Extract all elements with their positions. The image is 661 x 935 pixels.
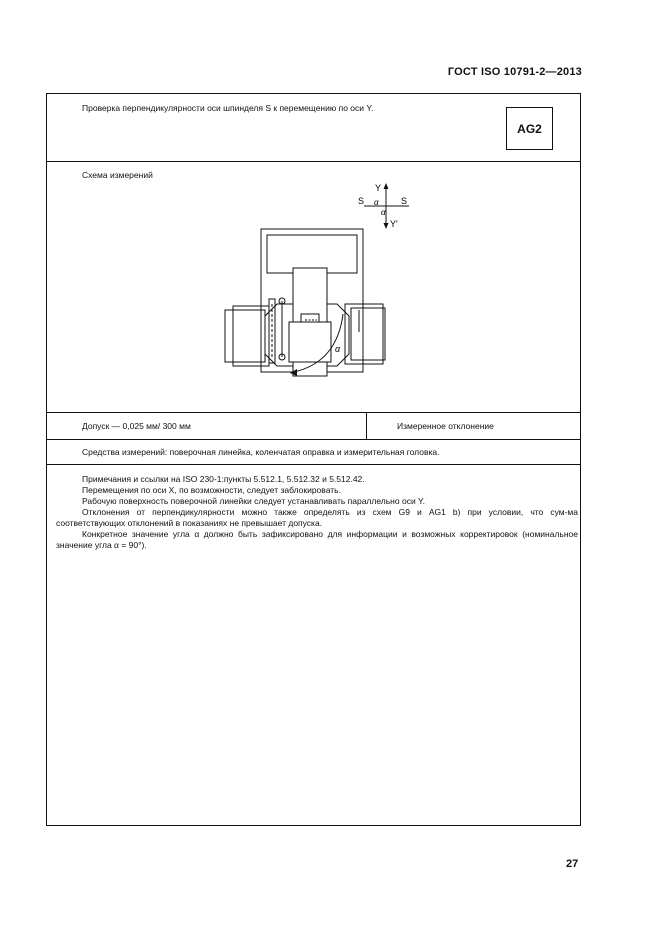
measurement-diagram	[197, 182, 408, 387]
axis-y-prime-label: Y'	[390, 219, 398, 229]
note-item: Отклонения от перпендикулярности можно также определять из схем G9 и AG1 b) при условии, что сум-ма соответствующих отклонений в показаниях не превышает допуска.	[56, 507, 578, 528]
instruments-text: Средства измерений: поверочная линейка, коленчатая оправка и измерительная головка.	[82, 447, 440, 457]
angle-alpha-label: α	[335, 344, 341, 354]
page-number: 27	[566, 858, 579, 870]
row-divider	[47, 161, 580, 162]
axis-alpha-label-top: α	[374, 198, 379, 207]
machine-drawing	[225, 229, 385, 376]
arrow-up-icon	[384, 183, 389, 189]
notes-block	[56, 474, 578, 551]
axis-alpha-label-bottom: α	[381, 208, 386, 217]
standard-designation: ГОСТ ISO 10791-2—2013	[447, 66, 582, 78]
arrow-down-icon	[384, 223, 389, 229]
note-item: Перемещения по оси X, по возможности, следует заблокировать.	[82, 485, 341, 495]
row-divider	[47, 412, 580, 413]
check-table	[46, 93, 581, 826]
axis-s-left-label: S	[358, 196, 365, 206]
note-item: Конкретное значение угла α должно быть зафиксировано для информации и возможных корректировок (номинальное значение угла α = 90°).	[56, 529, 578, 550]
axis-y-label: Y	[375, 183, 382, 193]
measured-deviation-label: Измеренное отклонение	[397, 421, 494, 431]
note-item: Рабочую поверхность поверочной линейки следует устанавливать параллельно оси Y.	[82, 496, 425, 506]
column-divider	[366, 412, 367, 439]
scheme-label: Схема измерений	[82, 170, 153, 180]
axis-s-right-label: S	[401, 196, 408, 206]
row-divider	[47, 439, 580, 440]
tolerance-label: Допуск — 0,025 мм/ 300 мм	[82, 421, 191, 431]
axis-indicator	[364, 188, 409, 224]
check-title: Проверка перпендикулярности оси шпинделя S к перемещению по оси Y.	[82, 103, 374, 113]
note-item: Примечания и ссылки на ISO 230-1:пункты 5.512.1, 5.512.32 и 5.512.42.	[82, 474, 365, 484]
row-divider	[47, 464, 580, 465]
check-code: AG2	[506, 107, 553, 150]
